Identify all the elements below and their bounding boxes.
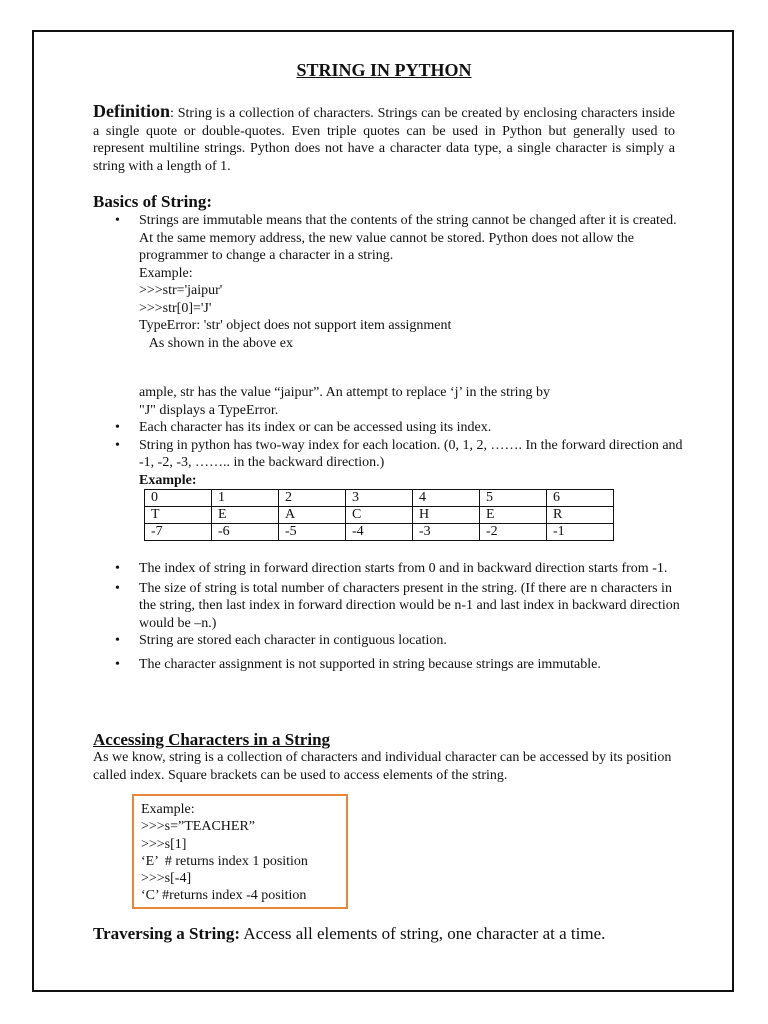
table-cell: -2 — [480, 524, 547, 541]
basics-list-continued — [93, 384, 683, 489]
accessing-heading: Accessing Characters in a String — [93, 730, 331, 749]
definition-paragraph — [93, 103, 675, 175]
example-code-box — [132, 794, 348, 909]
bullet-forward-backward: • The index of string in forward direction starts from 0 and in backward direction starts from -1. — [93, 560, 683, 578]
bullet-assignment: • The character assignment is not supported in string because strings are immutable. — [93, 655, 683, 675]
code-line: ‘C’ #returns index -4 position — [141, 888, 307, 904]
traversing-text: Access all elements of string, one character at a time. — [240, 924, 606, 943]
table-cell: -5 — [279, 524, 346, 541]
bullet-contiguous: • String are stored each character in contiguous location. — [93, 632, 683, 650]
table-example-label: Example: — [139, 472, 197, 488]
table-row-characters — [145, 507, 614, 524]
table-cell: -3 — [413, 524, 480, 541]
table-cell: -7 — [145, 524, 212, 541]
table-cell: -6 — [212, 524, 279, 541]
code-line: >>>s[1] — [141, 836, 187, 852]
basics-list-top — [93, 212, 683, 352]
table-cell: R — [547, 507, 614, 524]
continuation-line: ample, str has the value “jaipur”. An attempt to replace ‘j’ in the string by — [139, 385, 551, 400]
code-line: Example: — [141, 802, 195, 817]
accessing-paragraph: As we know, string is a collection of characters and individual character can be accessed by its position called index. Square brackets can be used to access elements of the string. — [93, 750, 672, 783]
example-line: TypeError: 'str' object does not support item assignment — [139, 318, 452, 333]
index-table — [144, 489, 614, 541]
code-line: ‘E’ # returns index 1 position — [141, 853, 308, 869]
code-line: >>>s[-4] — [141, 871, 192, 887]
table-cell: -1 — [547, 524, 614, 541]
table-row-forward — [145, 490, 614, 507]
table-cell: -4 — [346, 524, 413, 541]
example-line: As shown in the above ex — [139, 335, 293, 351]
bullet-two-way-index: • String in python has two-way index for each location. (0, 1, 2, ……. In the forward direction and -1, -2, -3, …….. in the backward direction.) — [93, 437, 683, 472]
example-line: >>>str='jaipur' — [139, 283, 223, 298]
table-cell: 2 — [279, 490, 346, 507]
table-cell: 5 — [480, 490, 547, 507]
basics-list-bottom — [93, 560, 683, 675]
code-line: >>>s=”TEACHER” — [141, 819, 256, 835]
example-line: >>>str[0]='J' — [139, 300, 212, 316]
definition-term: Definition — [93, 101, 171, 121]
traversing-term: Traversing a String: — [93, 924, 241, 943]
index-table-wrap — [144, 489, 614, 541]
bullet-string-size: • The size of string is total number of characters present in the string. (If there are n characters in the string, then last index in forward direction would be n-1 and last index in backward direction would be –n.) — [93, 580, 683, 633]
table-cell: 3 — [346, 490, 413, 507]
table-cell: 0 — [145, 490, 212, 507]
continuation-line: "J" displays a TypeError. — [139, 402, 279, 418]
table-row-backward — [145, 524, 614, 541]
table-cell: 1 — [212, 490, 279, 507]
table-cell: T — [145, 507, 212, 524]
bullet-immutable-text: Strings are immutable means that the contents of the string cannot be changed after it is created. At the same memory address, the new value cannot be stored. Python does not allow the programmer to change a character in a string. — [139, 213, 677, 263]
table-cell: H — [413, 507, 480, 524]
table-cell: A — [279, 507, 346, 524]
table-cell: E — [480, 507, 547, 524]
table-cell: 4 — [413, 490, 480, 507]
basics-heading: Basics of String: — [93, 192, 212, 211]
bullet-index-access: • Each character has its index or can be accessed using its index. — [93, 419, 683, 437]
table-cell: E — [212, 507, 279, 524]
page-title: STRING IN PYTHON — [296, 60, 472, 80]
example-line: Example: — [139, 265, 193, 281]
table-cell: 6 — [547, 490, 614, 507]
traversing-line — [93, 924, 693, 944]
bullet-immutable — [93, 212, 683, 352]
definition-colon: : — [170, 106, 174, 121]
table-cell: C — [346, 507, 413, 524]
definition-text: String is a collection of characters. Strings can be created by enclosing characters inside a single quote or double-quotes. Even triple quotes can be used in Python but generally used to represent multiline strings. Python does not have a character data type, a single character is simply a string with a length of 1. — [93, 106, 675, 174]
